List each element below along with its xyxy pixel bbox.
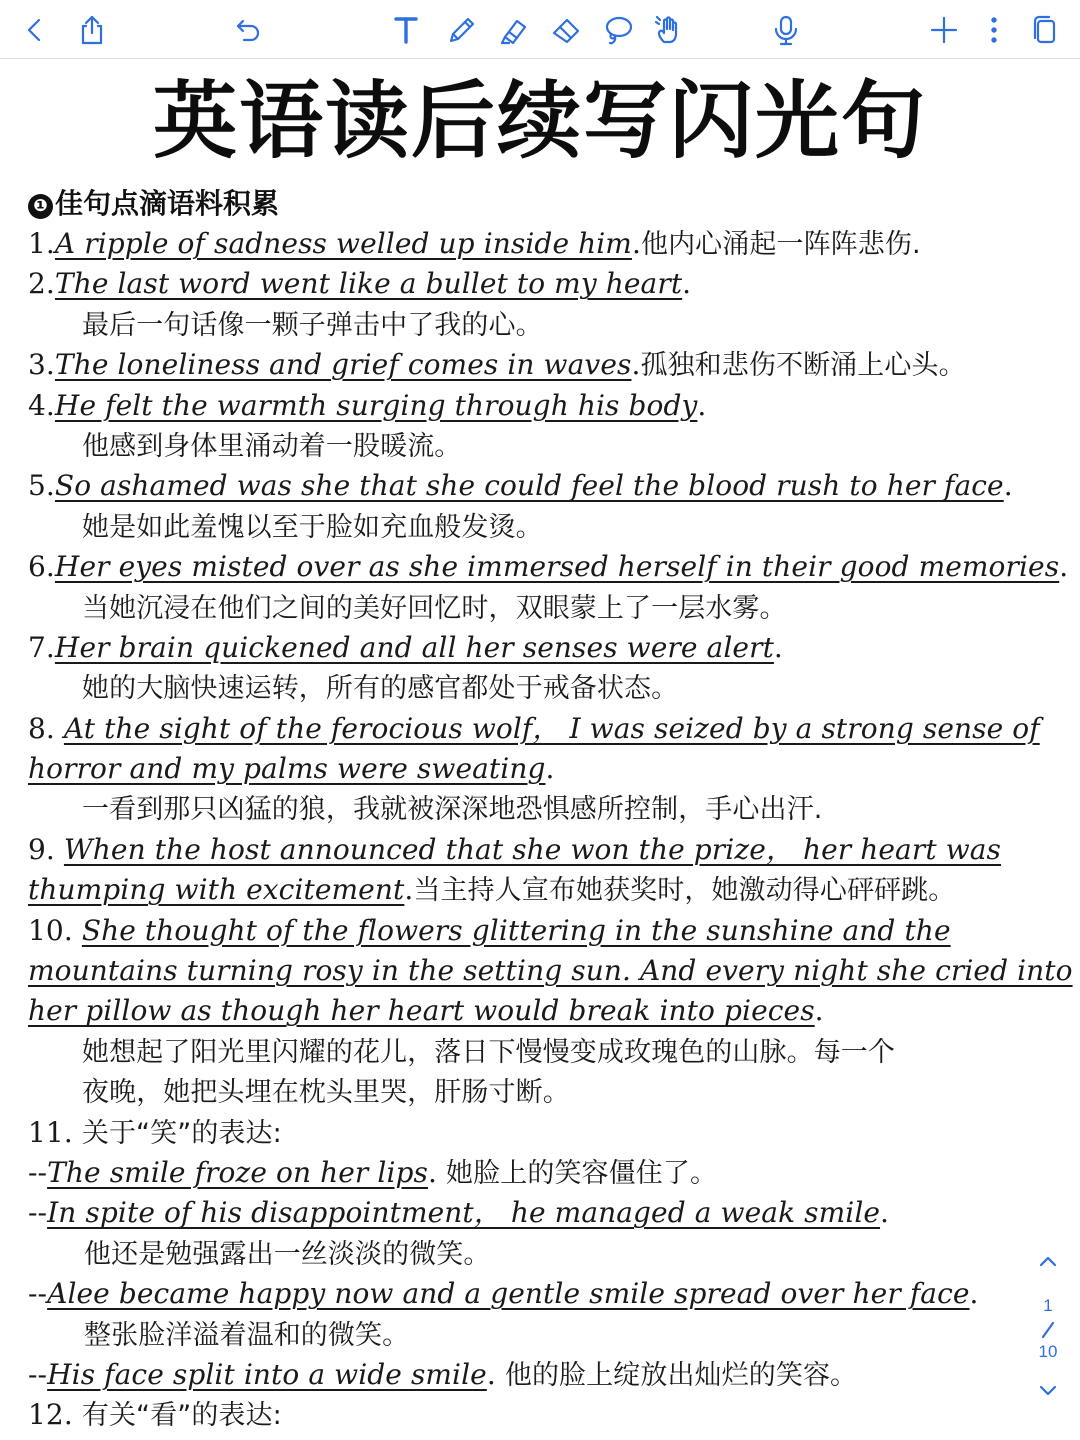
note-line: --His face split into a wide smile. 他的脸上绽放出灿烂的笑容。: [28, 1357, 858, 1391]
pages-icon: [1027, 13, 1061, 47]
note-line: 她是如此羞愧以至于脸如充血般发烫。: [82, 511, 543, 543]
back-button[interactable]: [14, 10, 54, 50]
section-number-badge: ❶: [28, 194, 53, 219]
section-heading: [28, 185, 279, 223]
note-line: 2.The last word went like a bullet to my heart.: [28, 267, 692, 301]
note-line: her pillow as though her heart would break into pieces.: [28, 994, 824, 1028]
note-line: 9. When the host announced that she won the prize， her heart was: [28, 832, 1002, 866]
handwritten-notes: [28, 224, 1073, 1436]
highlighter-icon: [497, 13, 531, 47]
note-line: 夜晚，她把头埋在枕头里哭，肝肠寸断。: [82, 1077, 570, 1109]
lasso-icon: [601, 13, 635, 47]
more-button[interactable]: [974, 10, 1014, 50]
note-line: 4.He felt the warmth surging through his body.: [28, 388, 707, 422]
eraser-icon: [549, 13, 583, 47]
page-title: 英语读后续写闪光句: [152, 72, 927, 170]
more-vertical-icon: [977, 13, 1011, 47]
record-audio-button[interactable]: [766, 10, 806, 50]
note-line: 11. 关于“笑”的表达:: [28, 1115, 282, 1149]
highlighter-tool-button[interactable]: [494, 10, 534, 50]
hand-touch-icon: [651, 13, 685, 47]
current-page-number: 1: [1043, 1296, 1053, 1315]
pages-button[interactable]: [1024, 10, 1064, 50]
microphone-icon: [769, 13, 803, 47]
undo-button[interactable]: [228, 10, 268, 50]
back-chevron-icon: [17, 13, 51, 47]
total-pages-number: 10: [1038, 1342, 1058, 1361]
note-line: 7.Her brain quickened and all her senses were alert.: [28, 630, 783, 664]
previous-page-button[interactable]: [1034, 1248, 1062, 1276]
note-page: [0, 59, 1080, 1440]
note-line: 他感到身体里涌动着一股暖流。: [82, 430, 462, 462]
section-title: 佳句点滴语料积累: [55, 187, 280, 220]
note-line: 他还是勉强露出一丝淡淡的微笑。: [84, 1238, 491, 1270]
chevron-up-icon: [1034, 1248, 1062, 1276]
note-line: --In spite of his disappointment， he managed a weak smile.: [28, 1196, 890, 1230]
text-tool-button[interactable]: [386, 10, 426, 50]
note-line: thumping with excitement.当主持人宣布她获奖时，她激动得心砰砰跳。: [28, 873, 956, 907]
note-line: 8. At the sight of the ferocious wolf， I was seized by a strong sense of: [28, 711, 1040, 745]
note-line: 最后一句话像一颗子弹击中了我的心。: [82, 309, 543, 341]
page-navigator: [1032, 1248, 1064, 1408]
note-line: 她的大脑快速运转，所有的感官都处于戒备状态。: [82, 673, 679, 705]
note-line: horror and my palms were sweating.: [28, 752, 555, 786]
note-line: 12. 有关“看”的表达:: [28, 1398, 282, 1432]
share-icon: [75, 13, 109, 47]
next-page-button[interactable]: [1034, 1376, 1062, 1404]
toolbar: [0, 0, 1080, 59]
note-line: 5.So ashamed was she that she could feel the blood rush to her face.: [28, 469, 1013, 503]
touch-tool-button[interactable]: [648, 10, 688, 50]
text-tool-icon: [389, 13, 423, 47]
note-line: 她想起了阳光里闪耀的花儿，落日下慢慢变成玫瑰色的山脉。每一个: [82, 1036, 895, 1068]
note-line: 当她沉浸在他们之间的美好回忆时，双眼蒙上了一层水雾。: [82, 592, 787, 624]
note-line: 3.The loneliness and grief comes in waves.孤独和悲伤不断涌上心头。: [28, 348, 966, 382]
add-icon: [927, 13, 961, 47]
page-separator-icon: [1040, 1320, 1056, 1340]
eraser-tool-button[interactable]: [546, 10, 586, 50]
note-line: --The smile froze on her lips. 她脸上的笑容僵住了。: [28, 1155, 718, 1189]
pen-tool-button[interactable]: [442, 10, 482, 50]
note-line: 10. She thought of the flowers glittering in the sunshine and the: [28, 913, 951, 947]
note-line: 6.Her eyes misted over as she immersed herself in their good memories.: [28, 550, 1069, 584]
share-button[interactable]: [72, 10, 112, 50]
add-button[interactable]: [924, 10, 964, 50]
note-line: 整张脸洋溢着温和的微笑。: [84, 1319, 410, 1351]
note-line: 一看到那只凶猛的狼，我就被深深地恐惧感所控制，手心出汗.: [82, 794, 823, 826]
note-line: --Alee became happy now and a gentle smile spread over her face.: [28, 1277, 979, 1311]
note-line: 1.A ripple of sadness welled up inside him.他内心涌起一阵阵悲伤.: [28, 227, 921, 260]
pen-icon: [445, 13, 479, 47]
chevron-down-icon: [1034, 1376, 1062, 1404]
undo-icon: [231, 13, 265, 47]
lasso-tool-button[interactable]: [598, 10, 638, 50]
note-line: mountains turning rosy in the setting sun. And every night she cried into: [28, 954, 1073, 988]
